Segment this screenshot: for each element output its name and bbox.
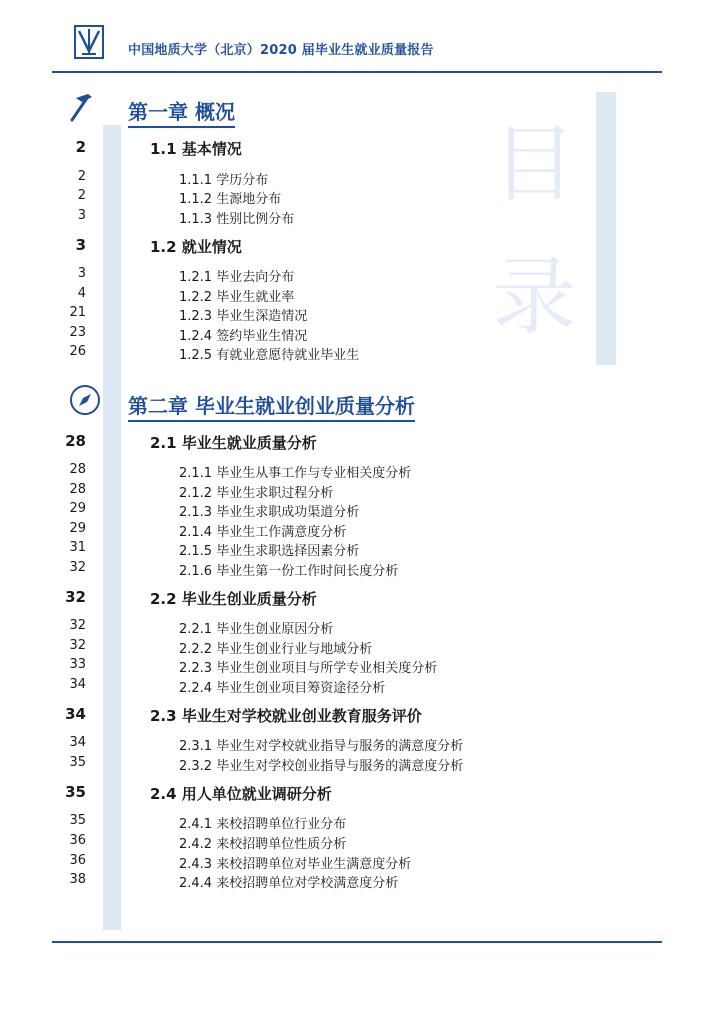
toc-item-page[interactable]: 36 <box>69 853 86 868</box>
toc-item[interactable]: 2.1.4 毕业生工作满意度分析 <box>179 525 347 540</box>
toc-item-page[interactable]: 29 <box>69 521 86 536</box>
toc-item-page[interactable]: 3 <box>77 208 86 223</box>
toc-item[interactable]: 1.2.5 有就业意愿待就业毕业生 <box>179 348 360 363</box>
toc-item[interactable]: 2.2.4 毕业生创业项目筹资途径分析 <box>179 681 386 696</box>
contents-watermark-char-1: 目 <box>492 115 577 213</box>
toc-item-page[interactable]: 28 <box>69 482 86 497</box>
toc-item[interactable]: 2.3.2 毕业生对学校创业指导与服务的满意度分析 <box>179 759 464 774</box>
chapter-2-title[interactable]: 第二章 毕业生就业创业质量分析 <box>128 390 415 419</box>
toc-item[interactable]: 1.2.4 签约毕业生情况 <box>179 329 308 344</box>
toc-item-page[interactable]: 38 <box>69 872 86 887</box>
toc-section-page[interactable]: 35 <box>65 783 86 801</box>
toc-item[interactable]: 1.2.1 毕业去向分布 <box>179 270 295 285</box>
toc-section-2-3[interactable]: 2.3 毕业生对学校就业创业教育服务评价 <box>150 707 422 725</box>
toc-section-page[interactable]: 28 <box>65 432 86 450</box>
toc-item-page[interactable]: 32 <box>69 618 86 633</box>
toc-section-page[interactable]: 3 <box>75 236 86 254</box>
chapter-1-title[interactable]: 第一章 概况 <box>128 96 235 125</box>
toc-item[interactable]: 2.1.3 毕业生求职成功渠道分析 <box>179 505 360 520</box>
toc-section-page[interactable]: 34 <box>65 705 86 723</box>
toc-item-page[interactable]: 31 <box>69 540 86 555</box>
toc-section-2-1[interactable]: 2.1 毕业生就业质量分析 <box>150 434 317 452</box>
toc-item[interactable]: 2.1.5 毕业生求职选择因素分析 <box>179 544 360 559</box>
toc-item[interactable]: 2.3.1 毕业生对学校就业指导与服务的满意度分析 <box>179 739 464 754</box>
university-logo-icon <box>74 25 104 59</box>
toc-item[interactable]: 2.2.1 毕业生创业原因分析 <box>179 622 334 637</box>
left-decorative-bar <box>103 125 121 930</box>
compass-icon <box>68 383 102 417</box>
toc-item-page[interactable]: 29 <box>69 501 86 516</box>
toc-section-page[interactable]: 2 <box>75 138 86 156</box>
toc-item[interactable]: 2.2.2 毕业生创业行业与地域分析 <box>179 642 373 657</box>
toc-item[interactable]: 1.1.3 性别比例分布 <box>179 212 295 227</box>
toc-item-page[interactable]: 34 <box>69 735 86 750</box>
toc-item[interactable]: 2.2.3 毕业生创业项目与所学专业相关度分析 <box>179 661 438 676</box>
toc-item-page[interactable]: 36 <box>69 833 86 848</box>
toc-item-page[interactable]: 34 <box>69 677 86 692</box>
toc-item-page[interactable]: 4 <box>77 286 86 301</box>
toc-item[interactable]: 1.1.2 生源地分布 <box>179 192 282 207</box>
toc-item-page[interactable]: 32 <box>69 560 86 575</box>
toc-item[interactable]: 1.1.1 学历分布 <box>179 173 269 188</box>
toc-item[interactable]: 1.2.3 毕业生深造情况 <box>179 309 308 324</box>
header-divider <box>52 71 662 73</box>
toc-item[interactable]: 2.4.2 来校招聘单位性质分析 <box>179 837 347 852</box>
toc-item-page[interactable]: 28 <box>69 462 86 477</box>
toc-section-page[interactable]: 32 <box>65 588 86 606</box>
right-decorative-bar <box>596 92 616 365</box>
toc-item[interactable]: 2.4.1 来校招聘单位行业分布 <box>179 817 347 832</box>
toc-item-page[interactable]: 35 <box>69 813 86 828</box>
contents-watermark-char-2: 录 <box>492 248 577 346</box>
toc-section-2-2[interactable]: 2.2 毕业生创业质量分析 <box>150 590 317 608</box>
footer-divider <box>52 941 662 943</box>
toc-item[interactable]: 2.4.4 来校招聘单位对学校满意度分析 <box>179 876 399 891</box>
toc-item-page[interactable]: 21 <box>69 305 86 320</box>
toc-item-page[interactable]: 3 <box>77 266 86 281</box>
toc-item[interactable]: 1.2.2 毕业生就业率 <box>179 290 295 305</box>
toc-item-page[interactable]: 35 <box>69 755 86 770</box>
toc-item[interactable]: 2.1.1 毕业生从事工作与专业相关度分析 <box>179 466 412 481</box>
toc-item-page[interactable]: 33 <box>69 657 86 672</box>
toc-item-page[interactable]: 2 <box>77 169 86 184</box>
toc-section-1-1[interactable]: 1.1 基本情况 <box>150 140 242 158</box>
toc-section-2-4[interactable]: 2.4 用人单位就业调研分析 <box>150 785 332 803</box>
toc-item[interactable]: 2.1.6 毕业生第一份工作时间长度分析 <box>179 564 399 579</box>
toc-section-1-2[interactable]: 1.2 就业情况 <box>150 238 242 256</box>
toc-item[interactable]: 2.1.2 毕业生求职过程分析 <box>179 486 334 501</box>
toc-item-page[interactable]: 32 <box>69 638 86 653</box>
geologist-hammer-icon <box>68 90 102 124</box>
toc-item-page[interactable]: 26 <box>69 344 86 359</box>
report-header-title: 中国地质大学（北京）2020 届毕业生就业质量报告 <box>128 43 434 58</box>
toc-item-page[interactable]: 2 <box>77 188 86 203</box>
toc-item-page[interactable]: 23 <box>69 325 86 340</box>
toc-item[interactable]: 2.4.3 来校招聘单位对毕业生满意度分析 <box>179 857 412 872</box>
